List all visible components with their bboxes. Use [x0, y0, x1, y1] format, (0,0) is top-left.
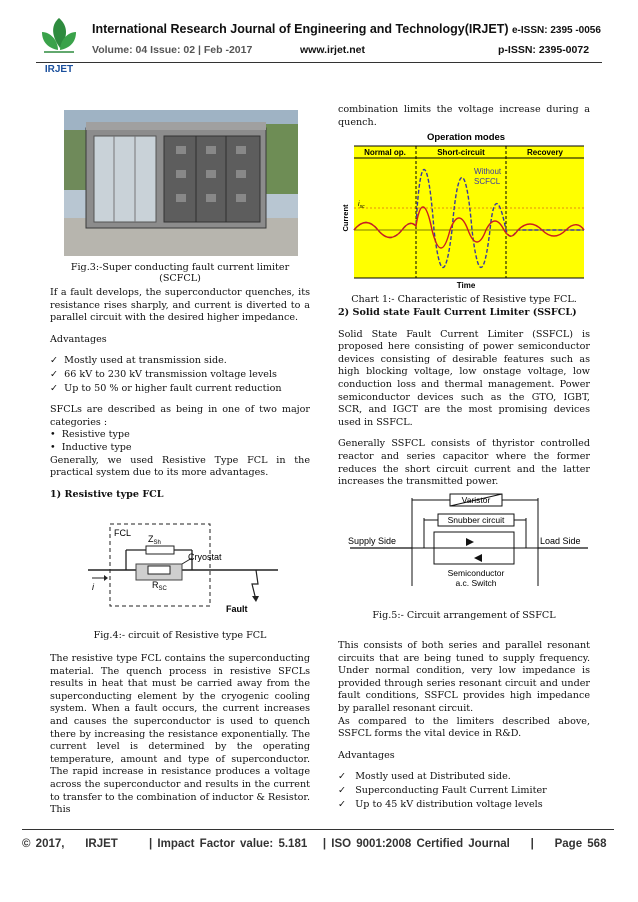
list-item: ✓ Mostly used at transmission side. — [50, 355, 227, 367]
fig3-caption: Fig.3:-Super conducting fault current limiter (SCFCL) — [70, 262, 290, 284]
mode-recovery: Recovery — [526, 148, 564, 157]
check-icon: ✓ — [338, 798, 356, 810]
page-number: Page 568 — [554, 838, 607, 850]
journal-name: International Research Journal of Engineering and Technology(IRJET) — [92, 22, 509, 36]
footer-journal: IRJET — [85, 838, 118, 850]
paragraph: Generally SSFCL consists of thyristor controlled reactor and series capacitor where the former reduces the short circuit current and the latter increases the transmitted power. — [338, 438, 590, 488]
ac-switch-label: a.c. Switch — [455, 578, 497, 588]
fig5-caption: Fig.5:- Circuit arrangement of SSFCL — [372, 610, 556, 621]
paragraph: SFCLs are described as being in one of two major categories : — [50, 404, 310, 428]
x-axis-label: Time — [456, 281, 476, 290]
list-item: ✓ Up to 45 kV distribution voltage levels — [338, 798, 543, 810]
logo-text: IRJET — [44, 64, 74, 75]
paragraph: This consists of both series and parallel resonant circuits that are being tuned to supply frequency. Under normal condition, very low impedance is provided through series resonant circuit and under fault conditions, SSFCL provides high impedance by parallel resonant circuit. — [338, 640, 590, 714]
chart1-caption: Chart 1:- Characteristic of Resistive type FCL. — [351, 294, 577, 305]
logo-leaf-icon — [36, 14, 82, 68]
check-icon: ✓ — [338, 784, 356, 796]
separator: | — [322, 838, 327, 850]
section-heading: 1) Resistive type FCL — [50, 488, 164, 500]
right-column-bottom — [338, 640, 590, 812]
eissn: e-ISSN: 2395 -0056 — [511, 25, 601, 36]
chart-title: Operation modes — [426, 132, 506, 143]
annotation-scfcl: SCFCL — [474, 177, 501, 186]
paragraph: Solid State Fault Current Limiter (SSFCL) is proposed here consisting of power semiconductor devices consisting of desirable features such as high blocking voltage, low onstage voltage, low conduction loss and thermal management. Power semiconductor devices such as the GTO, IGBT, SCR, and IGCT are the most promising devices used in SSFCL. — [338, 328, 590, 428]
list-item: • Resistive type — [50, 429, 130, 441]
separator: | — [149, 838, 153, 850]
advantages-label: Advantages — [50, 333, 107, 345]
fault-label: Fault — [226, 604, 248, 614]
annotation-without: Without — [474, 167, 502, 176]
separator: | — [530, 838, 534, 850]
fcl-label: FCL — [114, 528, 132, 538]
thyristor-icon — [466, 538, 474, 546]
list-item: ✓ Mostly used at Distributed side. — [338, 771, 511, 783]
thyristor-icon — [474, 554, 482, 562]
left-column-bottom — [50, 653, 310, 826]
list-item: • Inductive type — [50, 441, 132, 453]
zsh-label: $Z_{Sh}$ — [148, 534, 161, 546]
check-icon: ✓ — [50, 355, 65, 367]
paragraph: As compared to the limiters described above, SSFCL forms the vital device in R&D. — [338, 715, 590, 740]
copyright: © 2017, — [22, 838, 65, 850]
mode-short-circuit: Short-circuit — [437, 148, 485, 157]
cryostat-label: Cryostat — [188, 552, 222, 562]
paragraph: combination limits the voltage increase during a quench. — [338, 104, 590, 128]
pissn: p-ISSN: 2395-0072 — [498, 44, 590, 56]
rsc-label: $R_{SC}$ — [152, 580, 167, 592]
scfcl-photo — [64, 110, 298, 256]
paragraph: If a fault develops, the superconductor quenches, its resistance rises sharply, and current is diverted to a parallel circuit with the desired higher impedance. — [50, 287, 310, 324]
load-side-label: Load Side — [540, 536, 581, 546]
section-heading: 2) Solid state Fault Current Limiter (SSFCL) — [338, 307, 577, 318]
operation-modes-chart — [342, 130, 590, 290]
bullet-icon: • — [50, 429, 62, 441]
check-icon: ✓ — [338, 771, 356, 783]
mode-normal: Normal op. — [364, 148, 406, 157]
current-i-label: i — [92, 582, 94, 592]
snubber-label: Snubber circuit — [447, 515, 505, 525]
journal-logo — [36, 14, 82, 75]
list-item: ✓ Up to 50 % or higher fault current reduction — [50, 382, 282, 394]
impact-factor: Impact Factor value: 5.181 — [157, 838, 308, 850]
right-column-middle — [338, 307, 590, 498]
website-link[interactable]: www.irjet.net — [300, 44, 365, 56]
paragraph: The resistive type FCL contains the superconducting material. The quench process in resistive SFCLs results in heat that must be carried away from the superconducting element by the cryogenic cooling system. When a fault occurs, the current increases and causes the superconductor is used to quench there by increasing the resistance exponentially. The current level is determined by the operating temperature, amount and type of superconductor. The rapid increase in resistance produces a voltage across the superconductor and results in the current to transfer to the combination of inductor & Resistor. This — [50, 653, 310, 816]
bullet-icon: • — [50, 441, 62, 453]
footer-rule — [22, 829, 614, 830]
check-icon: ✓ — [50, 368, 65, 380]
semiconductor-label: Semiconductor — [447, 568, 505, 578]
header-rule — [36, 62, 602, 63]
fig4-circuit — [88, 520, 278, 620]
footer — [22, 838, 606, 850]
left-column — [50, 287, 310, 510]
list-item: ✓ Superconducting Fault Current Limiter — [338, 784, 547, 796]
iso-certification: ISO 9001:2008 Certified Journal — [331, 838, 510, 850]
y-axis-label: Current — [341, 204, 350, 232]
varistor-label: Varistor — [461, 495, 491, 505]
list-item: ✓ 66 kV to 230 kV transmission voltage levels — [50, 368, 277, 380]
fig4-caption: Fig.4:- circuit of Resistive type FCL — [93, 630, 267, 641]
journal-title — [92, 22, 601, 36]
paragraph: Generally, we used Resistive Type FCL in the practical system due to its more advantages. — [50, 454, 310, 479]
advantages-label: Advantages — [338, 749, 395, 761]
supply-side-label: Supply Side — [348, 536, 397, 546]
volume-issue: Volume: 04 Issue: 02 | Feb -2017 — [92, 44, 253, 56]
fig5-circuit — [342, 490, 592, 600]
check-icon: ✓ — [50, 382, 65, 394]
isc-label: $i_{sc}$ — [358, 201, 365, 210]
